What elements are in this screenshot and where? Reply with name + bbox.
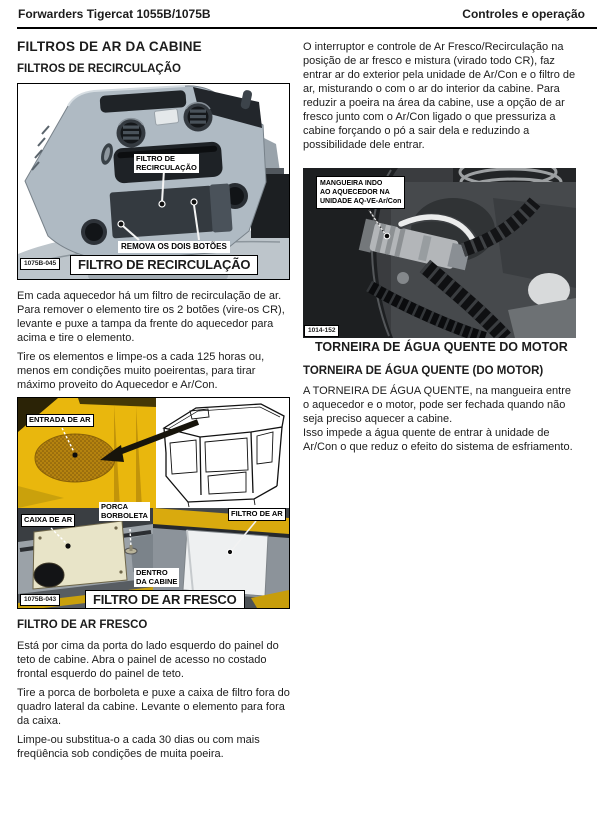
hot-water-valve-figure xyxy=(303,168,576,356)
callout-filtro-de-ar: FILTRO DE AR xyxy=(228,508,286,521)
torneira-heading: TORNEIRA DE ÁGUA QUENTE (DO MOTOR) xyxy=(303,365,544,377)
paragraph: Tire a porca de borboleta e puxe a caixa de filtro fora do quadro lateral da cabine. Levante o elemento para fora da caixa. xyxy=(17,687,290,727)
paragraph: O interruptor e controle de Ar Fresco/Recirculação na posição de ar fresco e mistura (virado todo CR), faz entrar ar do exterior pela unidade de Ar/Con e o filtro de ar, misturando o com o ar do interior da cabine. Para reduzir a poeira na área da cabine, use a opção de ar fresco junto com o Ar/Con ligado o que pressuriza a cabine forçando o pó a sair dela e reduzindo a possibilidade dele entrar. xyxy=(303,41,576,151)
figure-caption: FILTRO DE AR FRESCO xyxy=(85,590,245,609)
callout-entrada-de-ar: ENTRADA DE AR xyxy=(26,414,94,427)
right-column xyxy=(303,40,580,454)
figure-caption: FILTRO DE RECIRCULAÇÃO xyxy=(70,255,258,275)
left-column xyxy=(17,40,290,761)
paragraph: Em cada aquecedor há um filtro de recirculação de ar. Para remover o elemento tire os 2 botões (vire-os CR), levante e puxe a tampa da frente do aquecedor para acima e tire o elemento. xyxy=(17,290,285,344)
header-manual-title: Forwarders Tigercat 1055B/1075B xyxy=(18,7,211,21)
photo-ref-label: 1014-152 xyxy=(304,325,339,337)
callout-remova-botoes: REMOVA OS DOIS BOTÕES xyxy=(118,241,230,253)
callout-mangueira: MANGUEIRA INDO AO AQUECEDOR NA UNIDADE AQ-VE-Ar/Con xyxy=(316,176,405,209)
paragraph: A TORNEIRA DE ÁGUA QUENTE, na mangueira entre o aquecedor e o motor, pode ser fechada quando não seja preciso aquecer a cabine. xyxy=(303,385,571,425)
header-rule xyxy=(17,27,597,29)
paragraph: Isso impede a água quente de entrar à unidade de Ar/Con o que reduz o efeito do sistema de esfriamento. xyxy=(303,427,573,453)
recirculation-filter-figure xyxy=(17,83,290,280)
fresh-air-filter-figure xyxy=(17,397,290,609)
photo-ref-label: 1075B-045 xyxy=(20,258,60,270)
section-title: FILTROS DE AR DA CABINE xyxy=(17,39,202,54)
fresh-air-heading: FILTRO DE AR FRESCO xyxy=(17,619,148,631)
paragraph: Limpe-ou substitua-o a cada 30 dias ou com mais freqüência sob condições de muita poeira. xyxy=(17,734,260,760)
figure-caption: TORNEIRA DE ÁGUA QUENTE DO MOTOR xyxy=(303,338,576,356)
callout-caixa-de-ar: CAIXA DE AR xyxy=(21,514,75,527)
callout-filtro-recirculacao: FILTRO DE RECIRCULAÇÃO xyxy=(136,154,197,172)
recirculation-heading: FILTROS DE RECIRCULAÇÃO xyxy=(17,63,181,75)
header-chapter-title: Controles e operação xyxy=(462,7,585,21)
callout-dentro-da-cabine: DENTRO DA CABINE xyxy=(136,568,178,586)
photo-ref-label: 1075B-043 xyxy=(20,594,60,606)
callout-porca-borboleta: PORCA BORBOLETA xyxy=(101,502,148,520)
paragraph: Está por cima da porta do lado esquerdo do painel do teto de cabine. Abra o painel de acesso no costado frontal esquerdo do painel de teto. xyxy=(17,640,279,680)
paragraph: Tire os elementos e limpe-os a cada 125 horas ou, menos em condições muito poeirentas, para tirar máximo proveito do Aquecedor e Ar/Con. xyxy=(17,351,265,391)
